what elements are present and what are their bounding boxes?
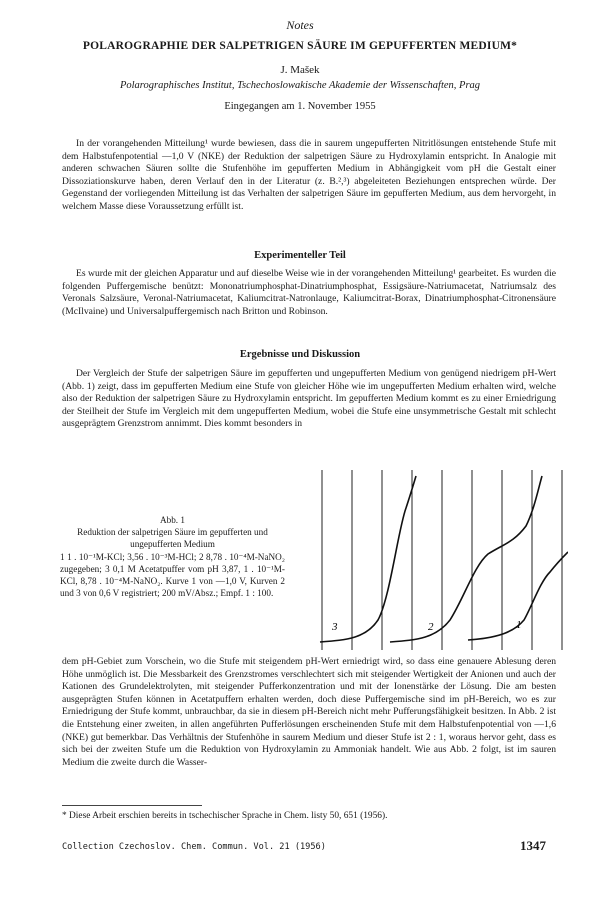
figure-label: Abb. 1	[159, 515, 185, 525]
footnote-rule	[62, 805, 202, 806]
section-heading-results: Ergebnisse und Diskussion	[239, 349, 361, 360]
curve-2	[390, 476, 542, 642]
curve-label-3: 3	[332, 621, 338, 633]
received-date: Eingegangen am 1. November 1955	[224, 101, 376, 112]
results-paragraph: Der Vergleich der Stufe der salpetrigen Säure im gepufferten und ungepufferten Medium von genügend niedrigem pH-Wert (Abb. 1) zeigt, dass im gepufferten Medium eine Stufe von gleicher Höhe wie im ungepufferten Medium erhalten wird, welche also der Reduktion der salpetrigen Säure zu Hydroxylamin entspricht. Im gepufferten Medium kommt es zu einer Erniedrigung der Steilheit der Stufe im Vergleich mit dem ungepufferten Medium, wobei die Stufe eine unsymmetrische Gestalt mit schlecht ausgeprägtem Grenzstrom annimmt. Dies kommt besonders in	[62, 368, 556, 430]
running-head: Notes	[286, 18, 314, 32]
article-title: POLAROGRAPHIE DER SALPETRIGEN SÄURE IM GEPUFFERTEN MEDIUM*	[82, 40, 518, 52]
curve-3	[320, 476, 416, 642]
figure-legend: 1 1 . 10⁻¹M-KCl; 3,56 . 10⁻³M-HCl; 2 8,78 . 10⁻⁴M-NaNO₂ zugegeben; 3 0,1 M Acetatpuffer vom pH 3,87, 1 . 10⁻¹M-KCl, 8,78 . 10⁻⁴M-NaNO₂. Kurve 1 von —1,0 V, Kurven 2 und 3 von 0,6 V registriert; 200 mV/Absz.; Empf. 1 : 100.	[60, 551, 285, 599]
section-heading-experimental: Experimenteller Teil	[254, 250, 346, 261]
affiliation: Polarographisches Institut, Tschechoslowakische Akademie der Wissenschaften, Prag	[119, 80, 481, 91]
continuation-paragraph: dem pH-Gebiet zum Vorschein, wo die Stufe mit steigendem pH-Wert erniedrigt wird, so dass eine genauere Ablesung deren Höhe unmöglich ist. Die Messbarkeit des Grenzstromes verschlechtert sich mit steigender Wertigkeit der Anionen und auch der Kationen des Grundelektrolyten, mit steigender Pufferkonzentration und mit der Ionenstärke der Lösung. Die am besten ausgeprägten Stufen können in Acetatpuffern erhalten werden, doch diese Puffergemische sind im pH-Bereich, wo es zur Erniedrigung der Stufe kommt, unbrauchbar, da sie in diesem pH-Bereich nicht mehr Pufferungsfähigkeit besitzen. In Abb. 2 ist die Entstehung einer zweiten, in allen angeführten Pufferlösungen erscheinenden Stufe mit dem Halbstufenpotential von —1,6 (NKE) gut bemerkbar. Das Verhältnis der Stufenhöhe in saurem Medium und dieser Stufe ist 2 : 1, woraus hervor geht, dass es sich bei der zweiten Stufe um die Reduktion von Hydroxylamin zu Ammoniak handelt. Wie aus Abb. 2 folgt, ist im sauren Medium die zweite durch die Wasser-	[62, 656, 556, 768]
page-number: 1347	[520, 838, 546, 853]
author: J. Mašek	[280, 64, 320, 76]
intro-paragraph: In der vorangehenden Mitteilung¹ wurde bewiesen, dass die in saurem ungepufferten Nitritlösungen entstehende Stufe mit dem Halbstufenpotential —1,0 V (NKE) der Reduktion der salpetrigen Säure zu Hydroxylamin entspricht. In Analogie mit anderen schwachen Säuren sollte die Stufenhöhe im gepufferten Medium in Abhängigkeit vom pH die Gestalt einer Dissoziationskurve haben, deren Verlauf den in der Literatur (z. B.²,³) abgeleiteten Beziehungen entsprechen würde. Der Gegenstand der vorliegenden Mitteilung ist das Verhalten der salpetrigen Säure im gepufferten Medium, aus dem hervorgeht, in welchem Masse diese Voraussetzung erfüllt ist.	[62, 138, 556, 212]
figure-caption	[60, 514, 285, 599]
footnote: * Diese Arbeit erschien bereits in tschechischer Sprache in Chem. listy 50, 651 (1956).	[62, 811, 388, 821]
experimental-paragraph: Es wurde mit der gleichen Apparatur und auf dieselbe Weise wie in der vorangehenden Mitteilung¹ gearbeitet. Es wurden die folgenden Puffergemische benützt: Mononatriumphosphat-Dinatriumphosphat, Essigsäure-Natriumacetat, Natriumsalz des Veronals Salzsäure, Veronal-Natriumacetat, Kaliumcitrat-Natronlauge, Kaliumcitrat-Borax, Dinatriumphosphat-Citronensäure (McIlvaine) und Universalpuffergemisch nach Britton und Robinson.	[62, 268, 556, 317]
polarogram-figure	[318, 470, 568, 650]
figure-grid	[322, 470, 562, 650]
journal-footer: Collection Czechoslov. Chem. Commun. Vol. 21 (1956)	[62, 842, 326, 852]
curve-label-1: 1	[516, 619, 522, 631]
curve-label-2: 2	[428, 621, 434, 633]
figure-subtitle: Reduktion der salpetrigen Säure im gepufferten und ungepufferten Medium	[77, 527, 268, 550]
